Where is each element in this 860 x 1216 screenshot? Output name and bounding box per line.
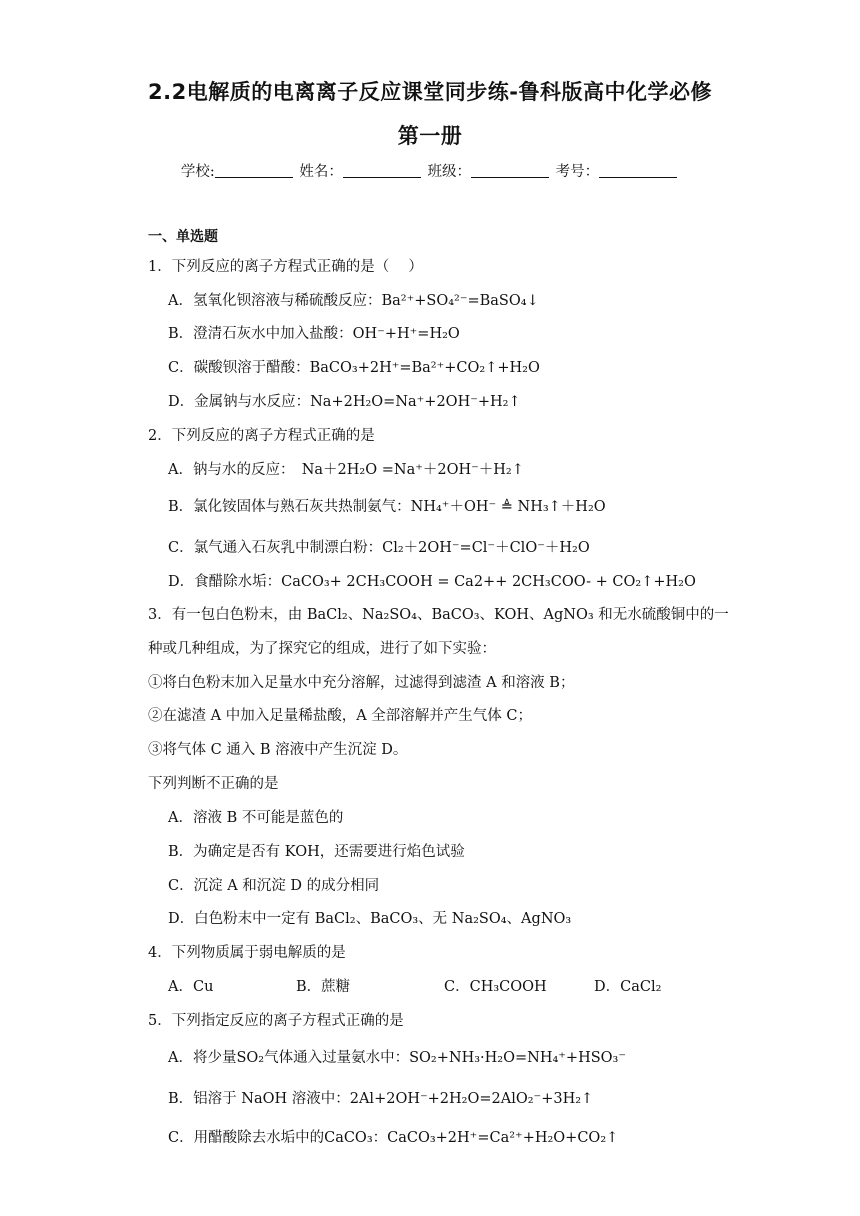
question-stem: ③将气体 C 通入 B 溶液中产生沉淀 D。 — [148, 742, 408, 758]
option-text: A．Cu — [168, 979, 214, 995]
option-text: A．溶液 B 不可能是蓝色的 — [168, 810, 344, 826]
question-stem: 5．下列指定反应的离子方程式正确的是 — [148, 1013, 404, 1029]
name-label: 姓名： — [299, 164, 343, 180]
question-stem: 种或几种组成，为了探究它的组成，进行了如下实验： — [148, 641, 496, 657]
question-stem: 4．下列物质属于弱电解质的是 — [148, 945, 346, 961]
option-text: A．氢氧化钡溶液与稀硫酸反应：Ba²⁺+SO₄²⁻=BaSO₄↓ — [168, 293, 539, 309]
exam-no-blank — [599, 163, 677, 178]
option-text: D．白色粉末中一定有 BaCl₂、BaCO₃、无 Na₂SO₄、AgNO₃ — [168, 911, 572, 927]
school-label: 学校: — [180, 164, 215, 180]
page-subtitle: 第一册 — [397, 124, 463, 148]
option-text: C．碳酸钡溶于醋酸：BaCO₃+2H⁺=Ba²⁺+CO₂↑+H₂O — [168, 360, 540, 376]
option-text: A．钠与水的反应： Na＋2H₂O =Na⁺＋2OH⁻＋H₂↑ — [168, 462, 524, 478]
option-text: D．CaCl₂ — [594, 979, 662, 995]
page-title: 2.2电解质的电离离子反应课堂同步练-鲁科版高中化学必修 — [148, 80, 712, 104]
option-text: D．食醋除水垢：CaCO₃+ 2CH₃COOH = Ca2++ 2CH₃COO- + CO₂↑+H₂O — [168, 574, 696, 590]
option-text: C．沉淀 A 和沉淀 D 的成分相同 — [168, 878, 380, 894]
name-blank — [343, 163, 421, 178]
option-text: C．氯气通入石灰乳中制漂白粉：Cl₂＋2OH⁻=Cl⁻＋ClO⁻＋H₂O — [168, 540, 590, 556]
student-info-row — [0, 160, 860, 181]
class-label: 班级： — [427, 164, 471, 180]
question-stem: 1．下列反应的离子方程式正确的是（ ） — [148, 259, 423, 275]
option-text: D．金属钠与水反应：Na+2H₂O=Na⁺+2OH⁻+H₂↑ — [168, 394, 521, 410]
school-blank — [215, 163, 293, 178]
question-stem: 下列判断不正确的是 — [148, 776, 279, 792]
option-text: B．氯化铵固体与熟石灰共热制氨气：NH₄⁺＋OH⁻ ≜ NH₃↑＋H₂O — [168, 499, 606, 515]
question-stem: ②在滤渣 A 中加入足量稀盐酸，A 全部溶解并产生气体 C； — [148, 708, 532, 724]
option-text: B．澄清石灰水中加入盐酸：OH⁻+H⁺=H₂O — [168, 326, 460, 342]
option-text: C．CH₃COOH — [444, 979, 547, 995]
class-blank — [471, 163, 549, 178]
option-text: B．铝溶于 NaOH 溶液中：2Al+2OH⁻+2H₂O=2AlO₂⁻+3H₂↑ — [168, 1091, 594, 1107]
option-text: B．为确定是否有 KOH，还需要进行焰色试验 — [168, 844, 465, 860]
question-stem: 3．有一包白色粉末，由 BaCl₂、Na₂SO₄、BaCO₃、KOH、AgNO₃ 和无水硫酸铜中的一 — [148, 607, 729, 623]
section-heading: 一、单选题 — [148, 229, 218, 245]
question-stem: ①将白色粉末加入足量水中充分溶解，过滤得到滤渣 A 和溶液 B； — [148, 675, 575, 691]
question-stem: 2．下列反应的离子方程式正确的是 — [148, 428, 375, 444]
option-text: A．将少量SO₂气体通入过量氨水中：SO₂+NH₃·H₂O=NH₄⁺+HSO₃⁻ — [168, 1050, 627, 1066]
option-text: B．蔗糖 — [296, 979, 351, 995]
option-text: C．用醋酸除去水垢中的CaCO₃：CaCO₃+2H⁺=Ca²⁺+H₂O+CO₂↑ — [168, 1130, 619, 1146]
exam-no-label: 考号： — [555, 164, 600, 180]
